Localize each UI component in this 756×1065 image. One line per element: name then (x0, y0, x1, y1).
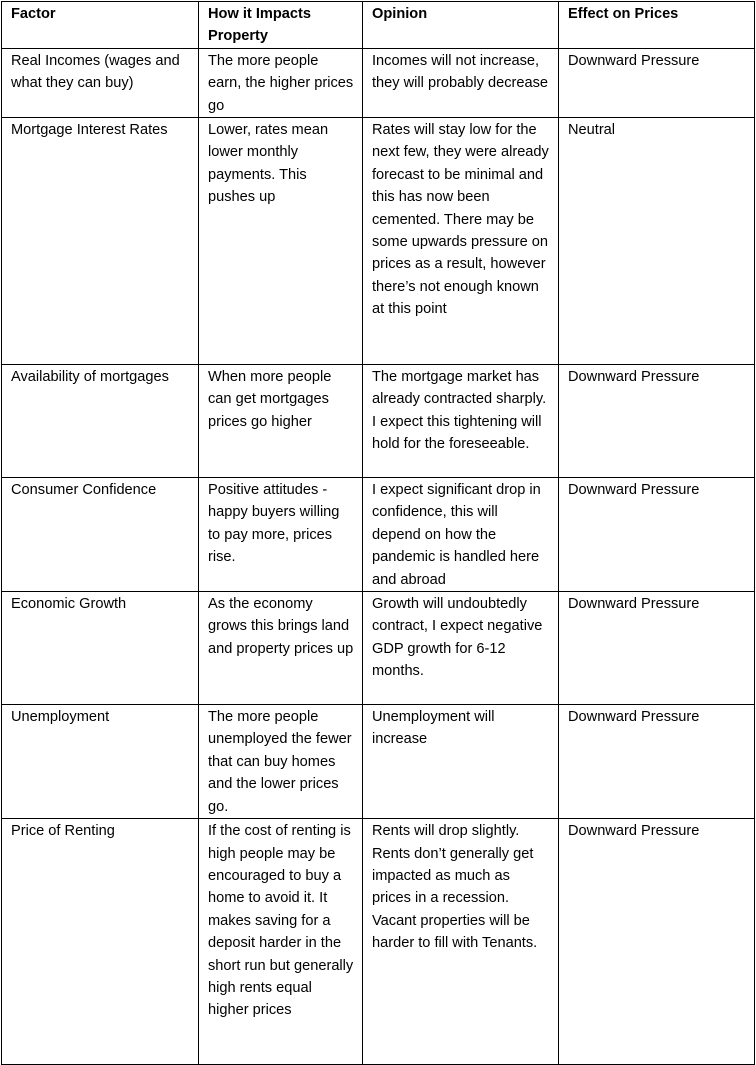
table-row (2, 365, 755, 478)
cell-opinion: Rents will drop slightly. Rents don’t generally get impacted as much as prices in a recession. Vacant properties will be harder to fill with Tenants. (363, 819, 559, 1065)
table-row (2, 118, 755, 365)
cell-factor: Availability of mortgages (2, 365, 199, 478)
header-factor: Factor (2, 2, 199, 49)
cell-effect: Downward Pressure (559, 365, 755, 478)
cell-factor: Economic Growth (2, 592, 199, 705)
cell-impact: Positive attitudes - happy buyers willing to pay more, prices rise. (199, 478, 363, 592)
cell-opinion: Growth will undoubtedly contract, I expect negative GDP growth for 6-12 months. (363, 592, 559, 705)
cell-factor: Consumer Confidence (2, 478, 199, 592)
cell-opinion: Incomes will not increase, they will probably decrease (363, 48, 559, 117)
cell-opinion: Unemployment will increase (363, 705, 559, 819)
header-impact: How it Impacts Property (199, 2, 363, 49)
cell-effect: Downward Pressure (559, 48, 755, 117)
cell-effect: Downward Pressure (559, 592, 755, 705)
cell-factor: Real Incomes (wages and what they can buy) (2, 48, 199, 117)
property-factors-table (1, 1, 755, 1065)
cell-impact: The more people unemployed the fewer that can buy homes and the lower prices go. (199, 705, 363, 819)
cell-impact: When more people can get mortgages prices go higher (199, 365, 363, 478)
cell-impact: The more people earn, the higher prices go (199, 48, 363, 117)
cell-impact: Lower, rates mean lower monthly payments. This pushes up (199, 118, 363, 365)
cell-factor: Unemployment (2, 705, 199, 819)
table-header-row (2, 2, 755, 49)
table-row (2, 705, 755, 819)
table-row (2, 48, 755, 117)
header-effect: Effect on Prices (559, 2, 755, 49)
cell-factor: Mortgage Interest Rates (2, 118, 199, 365)
cell-effect: Downward Pressure (559, 478, 755, 592)
cell-opinion: The mortgage market has already contracted sharply. I expect this tightening will hold for the foreseeable. (363, 365, 559, 478)
cell-impact: As the economy grows this brings land and property prices up (199, 592, 363, 705)
table-row (2, 819, 755, 1065)
cell-effect: Downward Pressure (559, 819, 755, 1065)
cell-impact: If the cost of renting is high people may be encouraged to buy a home to avoid it. It makes saving for a deposit harder in the short run but generally high rents equal higher prices (199, 819, 363, 1065)
table-row (2, 592, 755, 705)
header-opinion: Opinion (363, 2, 559, 49)
cell-effect: Neutral (559, 118, 755, 365)
table-row (2, 478, 755, 592)
cell-effect: Downward Pressure (559, 705, 755, 819)
cell-opinion: Rates will stay low for the next few, they were already forecast to be minimal and this has now been cemented. There may be some upwards pressure on prices as a result, however there’s not enough known at this point (363, 118, 559, 365)
cell-opinion: I expect significant drop in confidence, this will depend on how the pandemic is handled here and abroad (363, 478, 559, 592)
cell-factor: Price of Renting (2, 819, 199, 1065)
